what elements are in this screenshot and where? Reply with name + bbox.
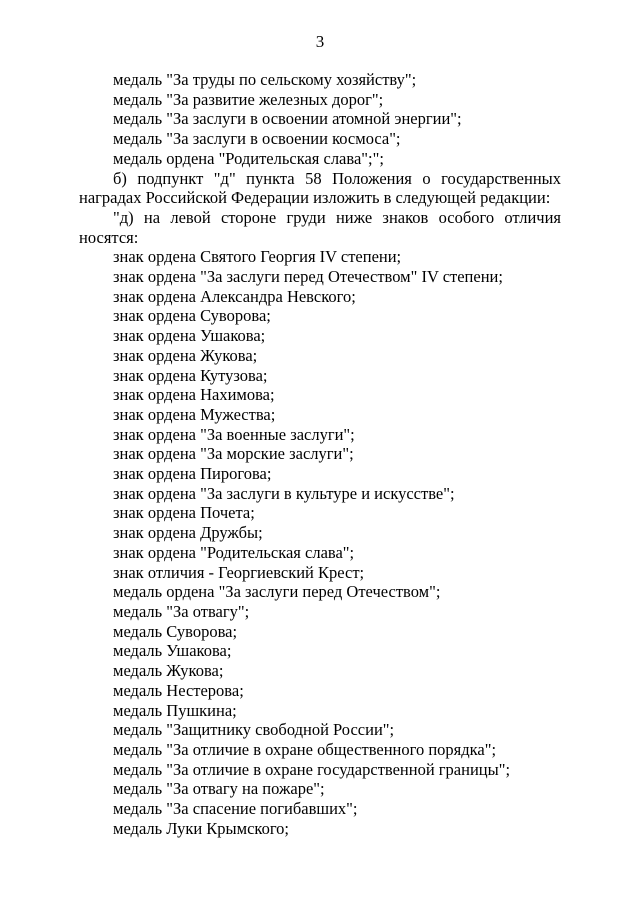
document-body [79,70,561,838]
list-item: знак ордена Дружбы; [113,523,263,543]
list-item: медаль "За отличие в охране государственной границы"; [113,759,511,779]
list-item: медаль "За отвагу на пожаре"; [113,779,325,799]
list-item: знак ордена Пирогова; [113,464,272,484]
list-item: медаль ордена "За заслуги перед Отечеством"; [113,582,441,602]
list-item: знак ордена Ушакова; [113,326,266,346]
list-item: знак ордена "За заслуги перед Отечеством" IV степени; [113,267,503,287]
list-item: знак отличия - Георгиевский Крест; [113,562,365,582]
list-item: знак ордена "За военные заслуги"; [113,424,355,444]
paragraph-b: б) подпункт "д" пункта 58 Положения о государственных наградах Российской Федерации изложить в следующей редакции: [79,168,561,208]
list-item: знак ордена "Родительская слава"; [113,542,355,562]
list-item: медаль "Защитнику свободной России"; [113,720,395,740]
list-item: медаль Луки Крымского; [113,818,290,838]
list-item: медаль Ушакова; [113,641,232,661]
list-item: медаль Жукова; [113,661,224,681]
list-item: знак ордена Почета; [113,503,255,523]
list-item: знак ордена Жукова; [113,345,258,365]
list-item: знак ордена Нахимова; [113,385,275,405]
page-number: 3 [315,32,325,51]
list-item: знак ордена Кутузова; [113,365,268,385]
text-line: медаль "За развитие железных дорог"; [113,89,384,109]
list-item: медаль "За отвагу"; [113,601,250,621]
list-item: знак ордена Александра Невского; [113,286,356,306]
text-line: медаль ордена "Родительская слава";"; [113,148,384,168]
text-line: медаль "За заслуги в освоении атомной энергии"; [113,109,462,129]
list-item: знак ордена Святого Георгия IV степени; [113,247,402,267]
list-item: медаль "За спасение погибавших"; [113,799,358,819]
list-item: медаль "За отличие в охране общественного порядка"; [113,739,497,759]
text-line: медаль "За труды по сельскому хозяйству"; [113,70,417,89]
list-item: знак ордена "За заслуги в культуре и искусстве"; [113,483,455,503]
list-item: знак ордена Мужества; [113,404,276,424]
list-item: знак ордена Суворова; [113,306,271,326]
list-item: медаль Пушкина; [113,700,237,720]
list-item: медаль Нестерова; [113,680,244,700]
list-item: знак ордена "За морские заслуги"; [113,444,354,464]
list-item: медаль Суворова; [113,621,238,641]
text-line: медаль "За заслуги в освоении космоса"; [113,129,401,149]
paragraph-d: "д) на левой стороне груди ниже знаков особого отличия носятся: [79,207,561,247]
